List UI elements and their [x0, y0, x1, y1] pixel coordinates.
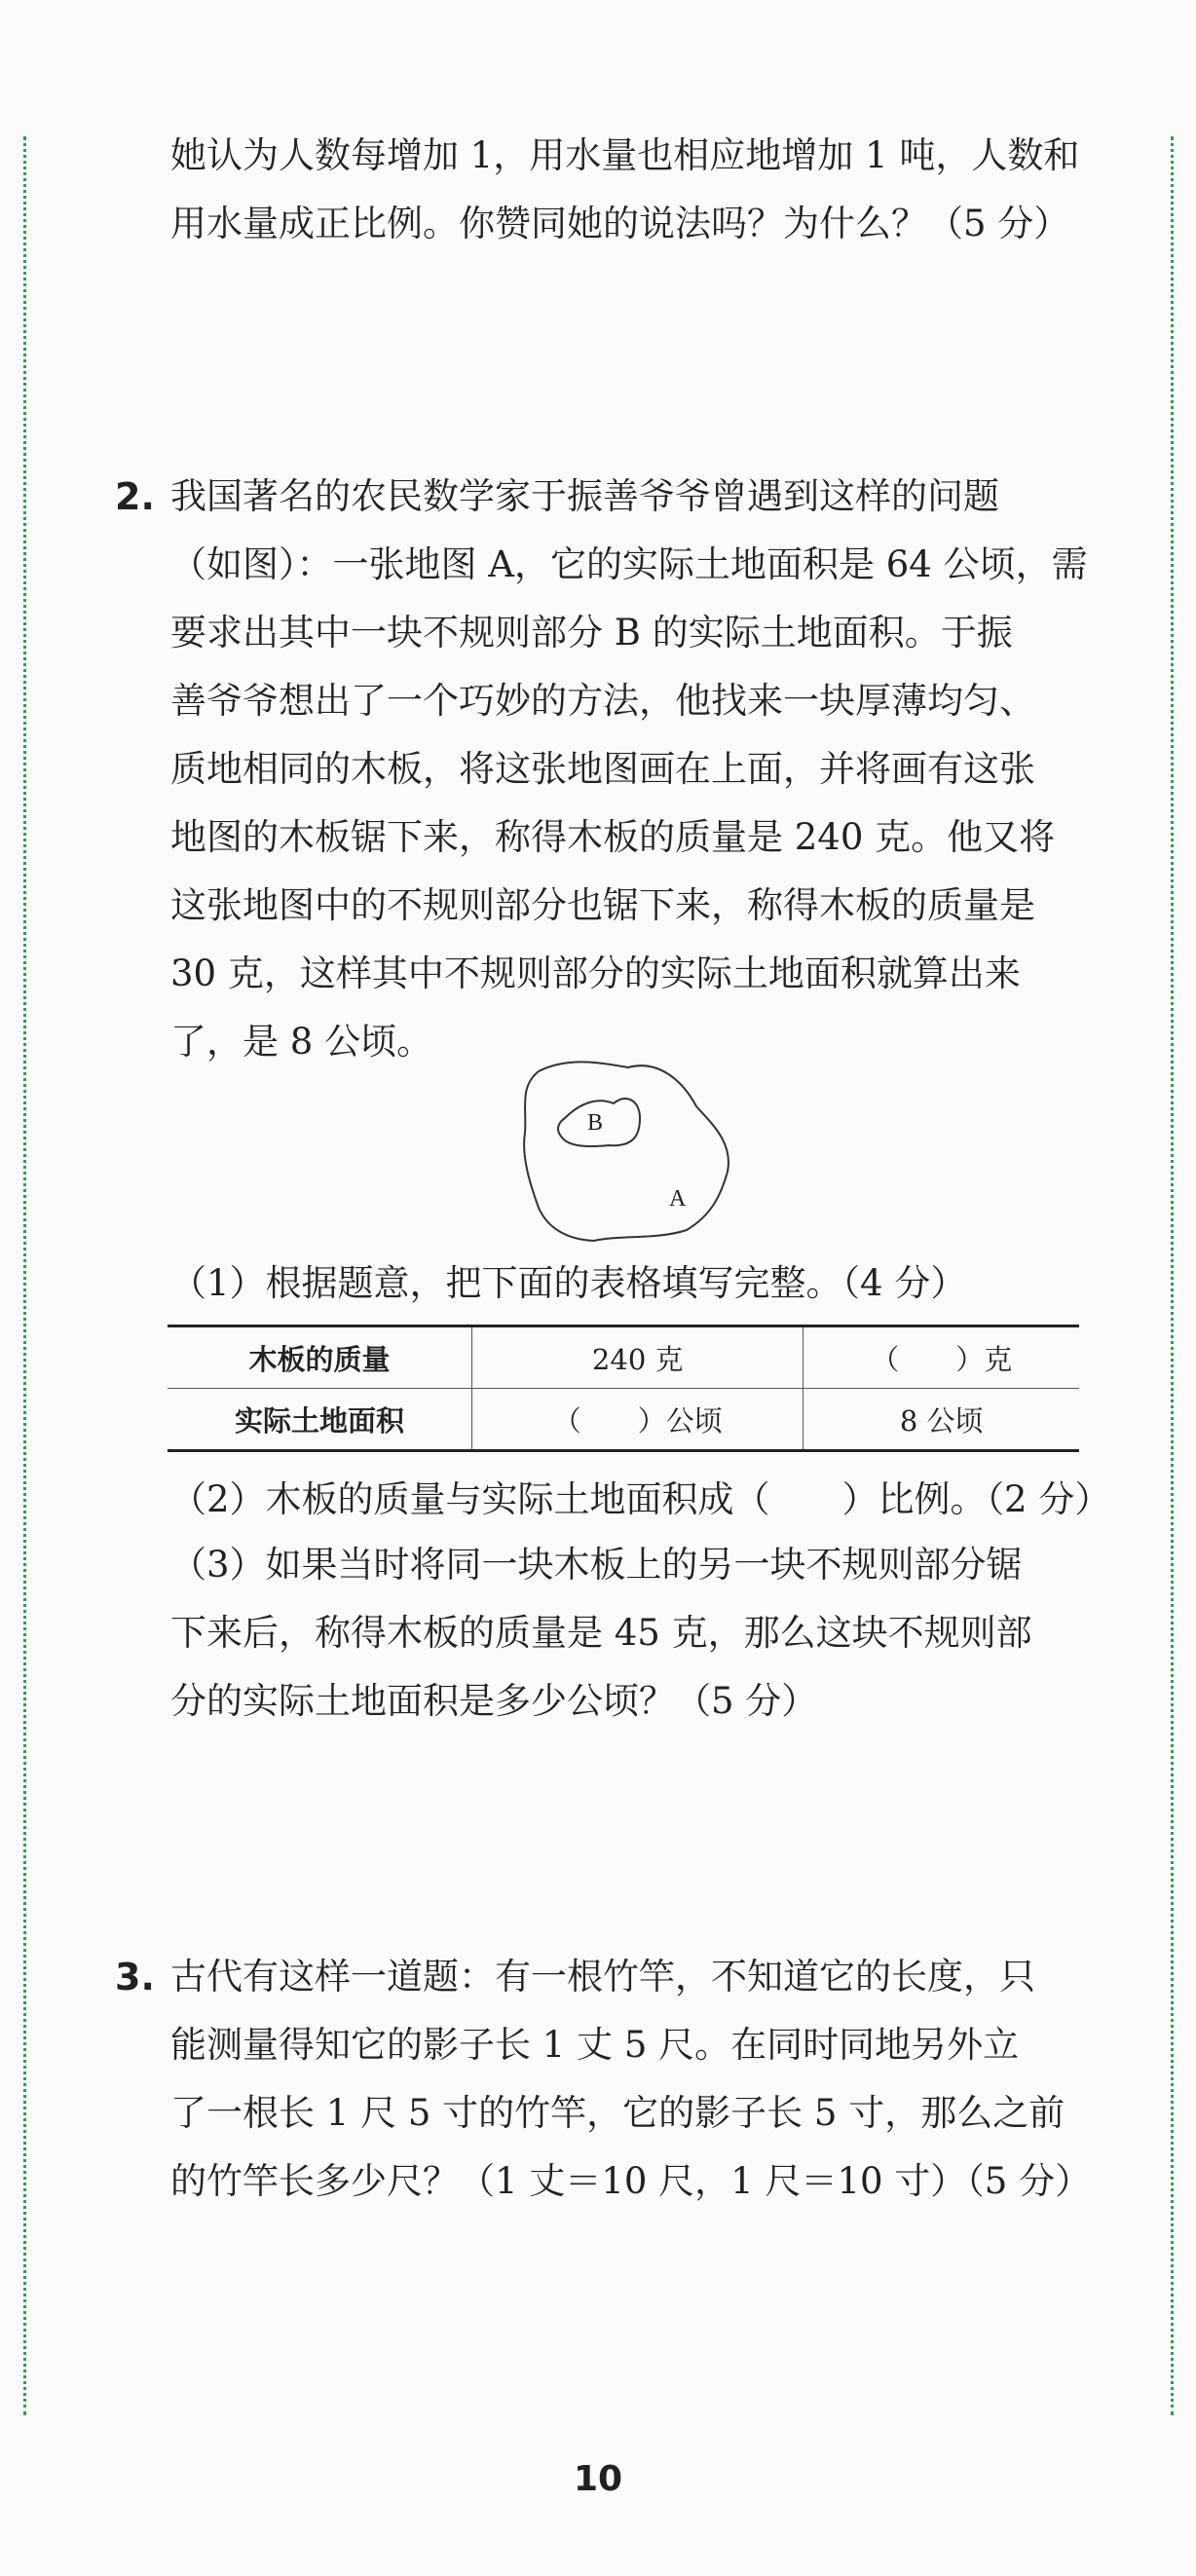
map-figure: [511, 1050, 755, 1245]
table-blank-cell[interactable]: （ ）克: [804, 1326, 1079, 1389]
text-line: 了一根长 1 尺 5 寸的竹竿，它的影子长 5 寸，那么之前: [170, 2092, 1065, 2134]
text-line: 要求出其中一块不规则部分 B 的实际土地面积。于振: [170, 612, 1013, 653]
mass-area-table: [168, 1325, 1079, 1452]
map-label-b: B: [587, 1110, 604, 1136]
question-2-number: 2.: [115, 475, 155, 518]
page-number: 10: [573, 2459, 623, 2499]
question-2-sub-3: [170, 1531, 1096, 1736]
map-label-a: A: [669, 1186, 687, 1212]
text-line: 用水量成正比例。你赞同她的说法吗？为什么？（5 分）: [170, 203, 1070, 244]
text-line: 地图的木板锯下来，称得木板的质量是 240 克。他又将: [170, 816, 1056, 858]
text-line: 古代有这样一道题：有一根竹竿，不知道它的长度，只: [170, 1956, 1035, 1997]
question-2-text: [170, 463, 1096, 1076]
question-2-sub-2: （2）木板的质量与实际土地面积成（ ）比例。（2 分）: [170, 1478, 1111, 1520]
text-line: 下来后，称得木板的质量是 45 克，那么这块不规则部: [170, 1612, 1032, 1654]
text-line: 的竹竿长多少尺？（1 丈＝10 尺，1 尺＝10 寸）（5 分）: [170, 2160, 1092, 2202]
text-line: 我国著名的农民数学家于振善爷爷曾遇到这样的问题: [170, 475, 999, 517]
table-row: [168, 1389, 1079, 1451]
table-blank-cell[interactable]: （ ）公顷: [472, 1389, 804, 1451]
question-3-number: 3.: [115, 1956, 155, 1998]
table-cell: 240 克: [472, 1326, 804, 1389]
text-line: 质地相同的木板，将这张地图画在上面，并将画有这张: [170, 748, 1035, 790]
table-header-cell: 木板的质量: [168, 1326, 472, 1389]
map-a-outline: [524, 1062, 729, 1241]
question-3-text: [170, 1943, 1096, 2216]
text-line: （3）如果当时将同一块木板上的另一块不规则部分锯: [170, 1544, 1023, 1586]
right-margin-dotted-line: [1171, 136, 1174, 2415]
text-line: 她认为人数每增加 1，用水量也相应地增加 1 吨，人数和: [170, 134, 1080, 176]
text-line: 了，是 8 公顷。: [170, 1021, 433, 1063]
text-line: 能测量得知它的影子长 1 丈 5 尺。在同时同地另外立: [170, 2024, 1020, 2066]
question-1-text: [170, 122, 1096, 258]
text-line: 这张地图中的不规则部分也锯下来，称得木板的质量是: [170, 884, 1035, 926]
text-line: 30 克，这样其中不规则部分的实际土地面积就算出来: [170, 952, 1021, 994]
table-row: [168, 1326, 1079, 1389]
text-line: （如图）：一张地图 A，它的实际土地面积是 64 公顷，需: [170, 543, 1088, 585]
left-margin-dotted-line: [23, 136, 26, 2415]
text-line: 分的实际土地面积是多少公顷？（5 分）: [170, 1680, 818, 1722]
text-line: 善爷爷想出了一个巧妙的方法，他找来一块厚薄均匀、: [170, 680, 1035, 722]
table-header-cell: 实际土地面积: [168, 1389, 472, 1451]
table-cell: 8 公顷: [804, 1389, 1079, 1451]
question-2-sub-1: （1）根据题意，把下面的表格填写完整。（4 分）: [170, 1262, 967, 1304]
